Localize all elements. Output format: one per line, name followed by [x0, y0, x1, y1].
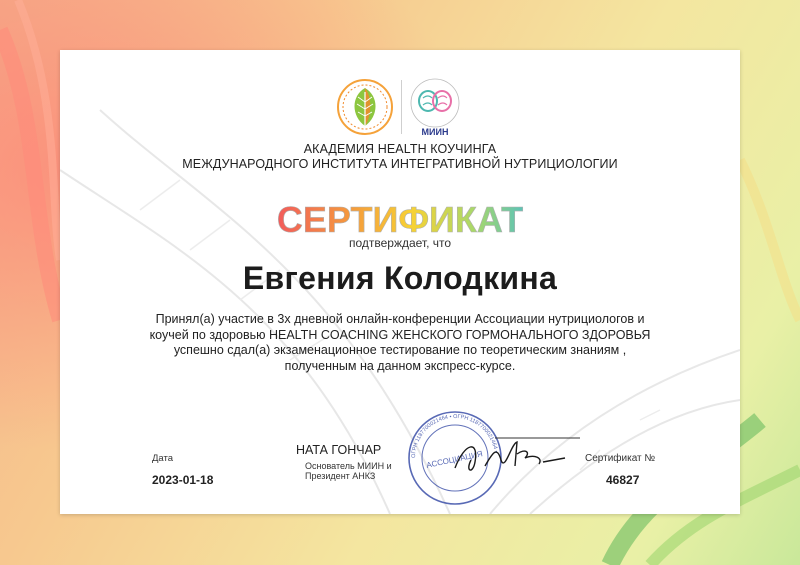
svg-text:СЕРТИФИКАТ: СЕРТИФИКАТ	[276, 199, 524, 240]
handwritten-signature	[435, 432, 585, 482]
body-line-4: полученным на данном экспресс-курсе.	[284, 358, 516, 373]
brain-logo-icon	[411, 79, 459, 137]
svg-text:МИИН: МИИН	[421, 127, 449, 137]
certificate-card	[60, 50, 740, 514]
academy-heading	[60, 142, 740, 172]
certificate-number-label: Сертификат №	[585, 453, 656, 464]
leaf-logo-icon	[338, 80, 392, 134]
signatory-role-line-2: Президент АНКЗ	[305, 471, 376, 481]
svg-text:ОГРН 1187700021464 • ОГРН 1187: ОГРН 1187700021464 • ОГРН 1187700021464 •	[410, 413, 499, 459]
recipient-name: Евгения Колодкина	[242, 260, 558, 296]
academy-line-2: МЕЖДУНАРОДНОГО ИНСТИТУТА ИНТЕГРАТИВНОЙ НУТРИЦИОЛОГИИ	[182, 157, 618, 171]
date-label: Дата	[152, 453, 174, 464]
signatory-name: НАТА ГОНЧАР	[296, 443, 382, 457]
logo-divider	[401, 80, 402, 134]
date-value: 2023-01-18	[152, 473, 214, 487]
body-line-2: коучей по здоровью HEALTH COACHING ЖЕНСКОГО ГОРМОНАЛЬНОГО ЗДОРОВЬЯ	[149, 327, 651, 342]
certificate-subtitle: подтверждает, что	[348, 236, 452, 250]
signatory-role-line-1: Основатель МИИН и	[305, 461, 392, 471]
body-line-1: Принял(а) участие в 3х дневной онлайн-конференции Ассоциации нутрициологов и	[155, 312, 645, 326]
certificate-number: 46827	[606, 473, 640, 487]
organization-logos	[335, 76, 465, 138]
academy-line-1: АКАДЕМИЯ HEALTH КОУЧИНГА	[303, 142, 497, 156]
body-line-3: успешно сдал(а) экзаменационное тестирование по теоретическим знаниям ,	[173, 343, 627, 357]
certificate-body	[120, 312, 680, 374]
svg-text:АССОЦИАЦИЯ: АССОЦИАЦИЯ	[425, 449, 484, 470]
